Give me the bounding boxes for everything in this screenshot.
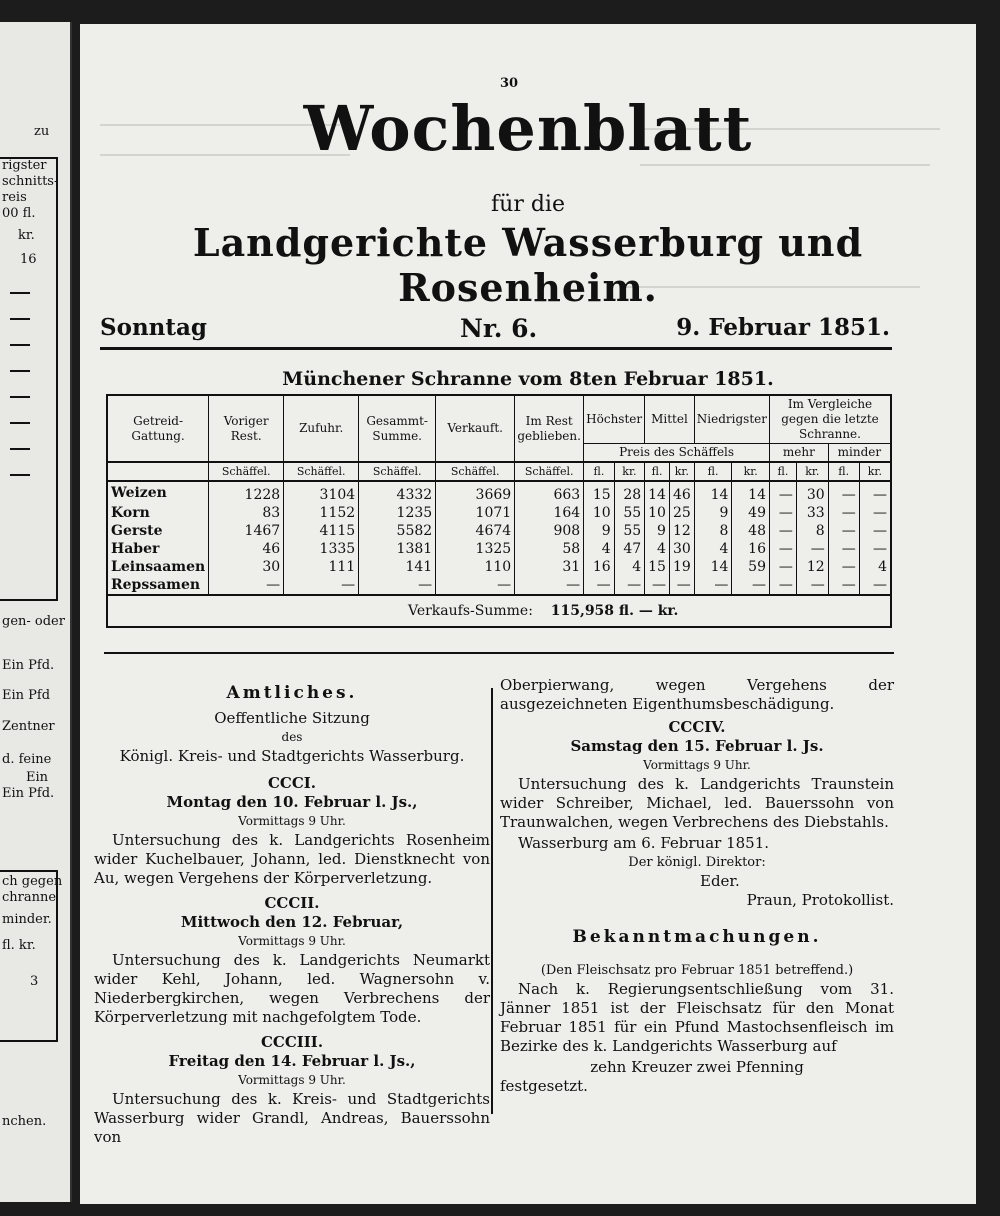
table-cell: — <box>694 576 732 595</box>
table-cell: — <box>584 576 614 595</box>
director-name: Eder. <box>700 872 740 890</box>
table-cell: 1381 <box>359 540 436 558</box>
fragment-text: zu <box>34 124 50 139</box>
table-cell: 14 <box>694 558 732 576</box>
table-cell: — <box>732 576 770 595</box>
case-time: Vormittags 9 Uhr. <box>238 1073 346 1087</box>
table-cell: 111 <box>284 558 359 576</box>
table-cell: 30 <box>669 540 694 558</box>
table-cell: — <box>828 576 859 595</box>
sum-label: Verkaufs-Summe: <box>408 603 533 619</box>
table-cell: 9 <box>584 522 614 540</box>
table-cell: 8 <box>796 522 828 540</box>
header-rule <box>100 347 892 350</box>
unit-cell: Schäffel. <box>209 462 284 481</box>
table-cell: 4 <box>614 558 644 576</box>
table-cell: — <box>859 481 891 504</box>
unit-cell: kr. <box>614 462 644 481</box>
notice-price: zehn Kreuzer zwei Pfenning <box>590 1058 804 1076</box>
table-cell: — <box>828 504 859 522</box>
table-cell: — <box>284 576 359 595</box>
section-heading-amtliches: Amtliches. <box>226 683 358 703</box>
table-cell: 28 <box>614 481 644 504</box>
table-cell: 16 <box>732 540 770 558</box>
table-cell: 4332 <box>359 481 436 504</box>
case-number: CCCIII. <box>260 1033 324 1051</box>
notice-text: Nach k. Regierungsentschließung vom 31. Jänner 1851 ist der Fleischsatz für den Monat Februar 1851 für ein Pfund Mastochsenfleisch im Bezirke des k. Landgerichts Wasserburg auf <box>500 980 894 1055</box>
table-cell: 46 <box>669 481 694 504</box>
session-title: Oeffentliche Sitzung <box>214 709 370 727</box>
col-header-mehr: mehr <box>770 444 829 463</box>
left-column <box>94 666 490 1147</box>
table-cell: 83 <box>209 504 284 522</box>
table-cell: 19 <box>669 558 694 576</box>
table-cell: 14 <box>645 481 670 504</box>
place-date: Wasserburg am 6. Februar 1851. <box>518 834 770 852</box>
protocol-signature: Praun, Protokollist. <box>746 891 894 909</box>
grain-name: Gerste <box>107 522 209 540</box>
table-cell: — <box>796 576 828 595</box>
table-cell: 1228 <box>209 481 284 504</box>
fragment-text: Ein Pfd. <box>2 786 55 801</box>
issue-weekday: Sonntag <box>100 314 208 341</box>
table-cell: — <box>770 558 797 576</box>
fragment-dash <box>10 318 30 320</box>
fragment-dash <box>10 448 30 450</box>
col-header-preis: Preis des Schäffels <box>584 444 770 463</box>
table-cell: 908 <box>515 522 584 540</box>
table-cell: — <box>828 558 859 576</box>
fragment-text: d. feine <box>2 752 52 767</box>
table-row <box>107 558 891 576</box>
issue-date: 9. Februar 1851. <box>676 314 890 341</box>
unit-blank <box>107 462 209 481</box>
court-name: Königl. Kreis- und Stadtgerichts Wasserburg. <box>119 747 465 765</box>
page-number: 30 <box>500 76 519 91</box>
table-cell: 3669 <box>436 481 515 504</box>
case-text: Untersuchung des k. Kreis- und Stadtgerichts Wasserburg wider Grandl, Andreas, Bauerssohn von <box>94 1090 490 1146</box>
table-cell: — <box>859 576 891 595</box>
adjacent-page-fragment <box>0 22 72 1202</box>
table-cell: 1071 <box>436 504 515 522</box>
table-cell: 1325 <box>436 540 515 558</box>
table-cell: — <box>770 540 797 558</box>
table-cell: — <box>770 576 797 595</box>
table-cell: 46 <box>209 540 284 558</box>
table-cell: 30 <box>209 558 284 576</box>
fragment-text: gen- oder <box>2 614 65 629</box>
table-cell: 8 <box>694 522 732 540</box>
table-cell: — <box>859 540 891 558</box>
col-header-mittel: Mittel <box>645 395 695 444</box>
grain-name: Weizen <box>107 481 209 504</box>
sum-value: 115,958 fl. — kr. <box>550 603 679 619</box>
unit-cell: fl. <box>645 462 670 481</box>
table-cell: 15 <box>645 558 670 576</box>
table-cell: 4 <box>584 540 614 558</box>
table-cell: — <box>828 481 859 504</box>
table-header-row <box>107 395 891 444</box>
fragment-text: chranne <box>2 890 57 905</box>
table-row <box>107 540 891 558</box>
fragment-text: Ein Pfd <box>2 688 51 703</box>
table-cell: — <box>828 540 859 558</box>
unit-cell: Schäffel. <box>284 462 359 481</box>
table-cell: — <box>770 481 797 504</box>
table-cell: 59 <box>732 558 770 576</box>
table-cell: 12 <box>796 558 828 576</box>
fragment-text: Zentner <box>2 719 55 734</box>
unit-cell: fl. <box>584 462 614 481</box>
table-cell: — <box>209 576 284 595</box>
adjacent-page-table <box>0 157 58 601</box>
case-date: Mittwoch den 12. Februar, <box>180 913 404 931</box>
grain-market-table <box>106 394 892 628</box>
fragment-text: schnitts- <box>2 174 59 189</box>
table-cell: 14 <box>694 481 732 504</box>
table-cell: — <box>436 576 515 595</box>
fragment-dash <box>10 370 30 372</box>
fragment-dash <box>10 474 30 476</box>
unit-cell: fl. <box>770 462 797 481</box>
table-cell: 55 <box>614 504 644 522</box>
case-date: Montag den 10. Februar l. Js., <box>166 793 418 811</box>
market-table-body <box>107 481 891 595</box>
table-cell: 1467 <box>209 522 284 540</box>
table-cell: 141 <box>359 558 436 576</box>
case-time: Vormittags 9 Uhr. <box>238 814 346 828</box>
table-cell: 31 <box>515 558 584 576</box>
fragment-text: nchen. <box>2 1114 47 1129</box>
fragment-dash <box>10 396 30 398</box>
table-cell: 49 <box>732 504 770 522</box>
table-cell: 9 <box>645 522 670 540</box>
table-cell: 9 <box>694 504 732 522</box>
table-cell: 47 <box>614 540 644 558</box>
issue-number: Nr. 6. <box>460 314 538 343</box>
case-text: Untersuchung des k. Landgerichts Neumarkt wider Kehl, Johann, led. Wagnersohn v. Niederbergkirchen, wegen Verbrechens der Körperverletzung mit nachgefolgtem Tode. <box>94 951 490 1026</box>
col-header-rest: Im Rest geblieben. <box>515 395 584 462</box>
col-header-minder: minder <box>828 444 891 463</box>
section-heading-bekanntmachungen: Bekanntmachungen. <box>572 927 822 947</box>
table-cell: 14 <box>732 481 770 504</box>
case-text: Untersuchung des k. Landgerichts Traunstein wider Schreiber, Michael, led. Bauerssohn von Traunwalchen, wegen Verbrechens des Diebstahls. <box>500 775 894 831</box>
grain-name: Korn <box>107 504 209 522</box>
sum-row <box>107 595 891 627</box>
table-cell: 10 <box>645 504 670 522</box>
table-cell: — <box>614 576 644 595</box>
case-number: CCCIV. <box>668 718 726 736</box>
issue-line <box>100 314 890 342</box>
director-label: Der königl. Direktor: <box>628 855 766 870</box>
table-row <box>107 522 891 540</box>
table-cell: — <box>859 522 891 540</box>
table-cell: 4674 <box>436 522 515 540</box>
unit-cell: kr. <box>859 462 891 481</box>
unit-cell: Schäffel. <box>515 462 584 481</box>
table-cell: 4 <box>645 540 670 558</box>
table-cell: 16 <box>584 558 614 576</box>
table-cell: — <box>359 576 436 595</box>
table-row <box>107 576 891 595</box>
fragment-text: reis <box>2 190 27 205</box>
column-divider <box>491 688 493 1114</box>
unit-cell: kr. <box>732 462 770 481</box>
table-cell: 4115 <box>284 522 359 540</box>
case-date: Freitag den 14. Februar l. Js., <box>168 1052 416 1070</box>
sum-cell <box>107 595 891 627</box>
unit-cell: Schäffel. <box>359 462 436 481</box>
fragment-text: 00 fl. <box>2 206 36 221</box>
fragment-text: rigster <box>2 158 47 173</box>
table-cell: — <box>770 522 797 540</box>
table-cell: 1235 <box>359 504 436 522</box>
table-cell: 5582 <box>359 522 436 540</box>
grain-name: Haber <box>107 540 209 558</box>
table-cell: 48 <box>732 522 770 540</box>
table-cell: 33 <box>796 504 828 522</box>
case-number: CCCII. <box>264 894 320 912</box>
masthead-title: Wochenblatt <box>303 92 753 165</box>
fragment-text: minder. <box>2 912 52 927</box>
case-time: Vormittags 9 Uhr. <box>643 758 751 772</box>
fragment-text: Ein Pfd. <box>2 658 55 673</box>
case-date: Samstag den 15. Februar l. Js. <box>570 737 824 755</box>
unit-cell: kr. <box>669 462 694 481</box>
col-header-gattung: Getreid-Gattung. <box>107 395 209 462</box>
table-row <box>107 504 891 522</box>
unit-cell: Schäffel. <box>436 462 515 481</box>
col-header-gesammt: Gesammt-Summe. <box>359 395 436 462</box>
notice-fixed: festgesetzt. <box>500 1077 588 1095</box>
col-header-voriger: Voriger Rest. <box>209 395 284 462</box>
table-cell: — <box>645 576 670 595</box>
case-text: Untersuchung des k. Landgerichts Rosenheim wider Kuchelbauer, Johann, led. Dienstknecht von Au, wegen Vergehens der Körperverletzung. <box>94 831 490 887</box>
table-cell: — <box>796 540 828 558</box>
table-cell: 110 <box>436 558 515 576</box>
col-header-verkauft: Verkauft. <box>436 395 515 462</box>
table-cell: 1152 <box>284 504 359 522</box>
right-column <box>500 666 894 1096</box>
case-number: CCCI. <box>267 774 317 792</box>
table-cell: — <box>515 576 584 595</box>
table-cell: 164 <box>515 504 584 522</box>
col-header-niedrigster: Niedrigster <box>694 395 769 444</box>
table-cell: 4 <box>694 540 732 558</box>
table-row <box>107 481 891 504</box>
table-cell: 12 <box>669 522 694 540</box>
market-report-title: Münchener Schranne vom 8ten Februar 1851. <box>282 368 774 390</box>
table-cell: 15 <box>584 481 614 504</box>
case-time: Vormittags 9 Uhr. <box>238 934 346 948</box>
table-cell: — <box>770 504 797 522</box>
masthead-region: Landgerichte Wasserburg und Rosenheim. <box>192 220 864 310</box>
table-units-row <box>107 462 891 481</box>
fragment-text: Ein <box>26 770 49 785</box>
fragment-text: kr. <box>18 228 35 243</box>
table-cell: 10 <box>584 504 614 522</box>
table-cell: 55 <box>614 522 644 540</box>
newspaper-page <box>80 24 976 1204</box>
fragment-dash <box>10 292 30 294</box>
notice-title: (Den Fleischsatz pro Februar 1851 betreffend.) <box>540 963 854 978</box>
table-cell: 25 <box>669 504 694 522</box>
col-header-zufuhr: Zufuhr. <box>284 395 359 462</box>
fragment-dash <box>10 344 30 346</box>
grain-name: Repssamen <box>107 576 209 595</box>
fragment-text: ch gegen <box>2 874 63 889</box>
table-cell: 3104 <box>284 481 359 504</box>
unit-cell: fl. <box>694 462 732 481</box>
unit-cell: fl. <box>828 462 859 481</box>
table-cell: 58 <box>515 540 584 558</box>
grain-name: Leinsaamen <box>107 558 209 576</box>
table-cell: 1335 <box>284 540 359 558</box>
table-cell: — <box>669 576 694 595</box>
case-text-continued: Oberpierwang, wegen Vergehens der ausgezeichneten Eigenthumsbeschädigung. <box>500 676 894 713</box>
col-header-vergleich: Im Vergleiche gegen die letzte Schranne. <box>770 395 892 444</box>
fragment-text: 3 <box>30 974 39 989</box>
table-bottom-rule <box>104 652 894 654</box>
fragment-text: fl. kr. <box>2 938 36 953</box>
fragment-dash <box>10 422 30 424</box>
table-cell: 30 <box>796 481 828 504</box>
table-cell: — <box>828 522 859 540</box>
fragment-text: 16 <box>20 252 37 267</box>
table-cell: 663 <box>515 481 584 504</box>
unit-cell: kr. <box>796 462 828 481</box>
masthead-subtitle: für die <box>491 192 565 217</box>
table-cell: 4 <box>859 558 891 576</box>
table-cell: — <box>859 504 891 522</box>
col-header-hoechster: Höchster <box>584 395 645 444</box>
session-des: des <box>281 730 303 744</box>
